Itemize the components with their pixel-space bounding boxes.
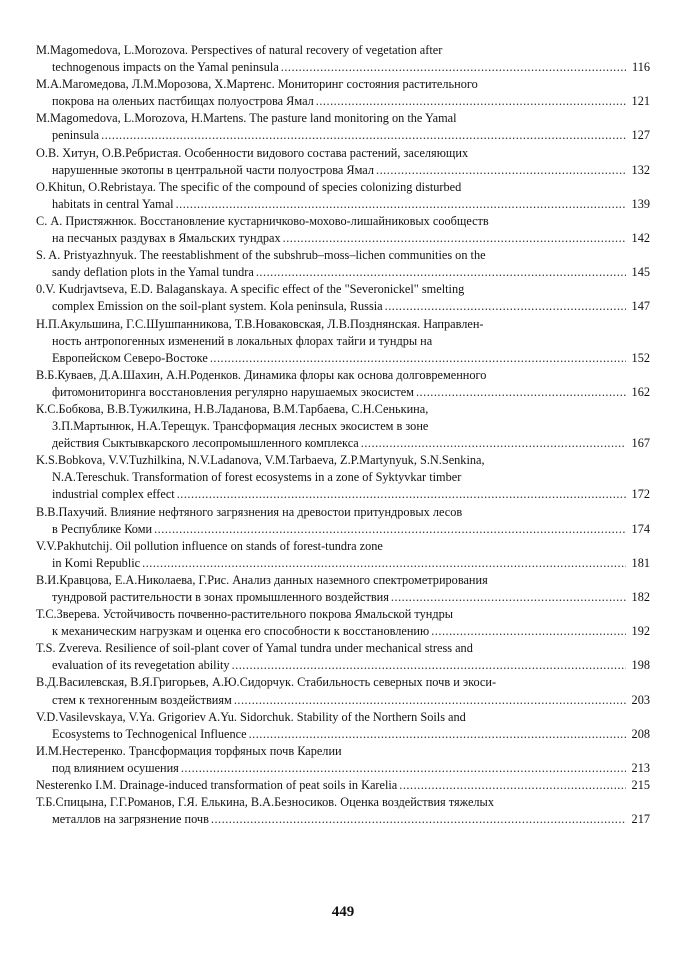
toc-entry-line: M.Magomedova, L.Morozova. Perspectives of natural recovery of vegetation after	[36, 43, 443, 57]
leader-dots	[234, 692, 626, 709]
toc-entry	[36, 452, 650, 503]
toc-entry-line: Н.П.Акульшина, Г.С.Шушпанникова, Т.В.Новаковская, Л.В.Позднянская. Направлен-	[36, 316, 484, 331]
toc-entry-page: 152	[631, 350, 650, 365]
toc-entry-last-line	[36, 59, 650, 76]
leader-dots	[283, 230, 626, 247]
toc-entry-last-line	[36, 435, 650, 452]
toc-entry-text: фитомониторинга восстановления регулярно нарушаемых экосистем	[52, 384, 414, 399]
toc-entry-last-line	[36, 777, 650, 794]
toc-entry-last-line	[36, 623, 650, 640]
leader-dots	[399, 777, 626, 794]
toc-entry-last-line	[36, 486, 650, 503]
toc-entry-last-line	[36, 384, 650, 401]
toc-entry-text: в Республике Коми	[52, 521, 153, 536]
toc-entry-last-line	[36, 93, 650, 110]
toc-entry-line: 0.V. Kudrjavtseva, E.D. Balaganskaya. A specific effect of the "Severonickel" smelting	[36, 282, 465, 297]
toc-entry	[36, 316, 650, 367]
toc-entry-last-line	[36, 264, 650, 281]
toc-entry-line: V.D.Vasilevskaya, V.Ya. Grigoriev A.Yu. Sidorchuk. Stability of the Northern Soils and	[36, 709, 466, 724]
toc-entry-line: Т.С.Зверева. Устойчивость почвенно-растительного покрова Ямальской тундры	[36, 607, 454, 622]
toc-entry	[36, 401, 650, 452]
toc-entry	[36, 367, 650, 401]
toc-entry-text: покрова на оленьих пастбищах полуострова Ямал	[52, 94, 314, 109]
toc-entry	[36, 743, 650, 777]
toc-entry	[36, 110, 650, 144]
toc-entry-line: T.S. Zvereva. Resilience of soil-plant cover of Yamal tundra under mechanical stress and	[36, 641, 473, 656]
toc-entry-page: 142	[631, 231, 650, 246]
toc-entry-last-line	[36, 521, 650, 538]
toc-entry-line: ность антропогенных изменений в локальных флорах тайги и тундры на	[52, 333, 433, 348]
toc-entry-line: M.Magomedova, L.Morozova, H.Martens. The pasture land monitoring on the Yamal	[36, 111, 457, 126]
toc-entry-page: 181	[631, 555, 650, 570]
toc-entry	[36, 640, 650, 674]
toc-entry	[36, 794, 650, 828]
toc-entry-page: 116	[632, 60, 650, 75]
toc-entry-line: O.Khitun, O.Rebristaya. The specific of the compound of species colonizing disturbed	[36, 179, 462, 194]
leader-dots	[181, 760, 626, 777]
toc-entry-text: in Komi Republic	[52, 555, 141, 570]
toc-entry-page: 198	[631, 658, 650, 673]
toc-entry-line: V.V.Pakhutchij. Oil pollution influence on stands of forest-tundra zone	[36, 538, 383, 553]
leader-dots	[256, 264, 626, 281]
toc-entry	[36, 709, 650, 743]
toc-entry-last-line	[36, 692, 650, 709]
leader-dots	[249, 726, 626, 743]
toc-entry-line: И.М.Нестеренко. Трансформация торфяных почв Карелии	[36, 743, 342, 758]
toc-entry-text: металлов на загрязнение почв	[52, 812, 209, 827]
toc-entry-line: О.В. Хитун, О.В.Ребристая. Особенности видового состава растений, заселяющих	[36, 145, 469, 160]
toc-entry	[36, 76, 650, 110]
toc-entry-page: 203	[631, 692, 650, 707]
toc-entry-text: sandy deflation plots in the Yamal tundra	[52, 265, 254, 280]
toc-entry-last-line	[36, 230, 650, 247]
toc-entry-line: К.С.Бобкова, В.В.Тужилкина, Н.В.Ладанова, В.М.Тарбаева, С.Н.Сенькина,	[36, 401, 429, 416]
toc-entry-line: З.П.Мартынюк, Н.А.Терещук. Трансформация лесных экосистем в зоне	[52, 419, 429, 434]
page-number: 449	[331, 904, 355, 920]
toc-entry	[36, 606, 650, 640]
toc-entry	[36, 247, 650, 281]
leader-dots	[176, 196, 626, 213]
toc-entry-page: 127	[631, 128, 650, 143]
toc-entry-text: под влиянием осушения	[52, 760, 179, 775]
leader-dots	[376, 162, 626, 179]
toc-entry	[36, 777, 650, 794]
leader-dots	[416, 384, 626, 401]
toc-entry-text: к механическим нагрузкам и оценка его способности к восстановлению	[52, 624, 430, 639]
toc-entry-page: 217	[631, 812, 650, 827]
toc-entry-last-line	[36, 760, 650, 777]
toc-entry-page: 147	[631, 299, 650, 314]
toc-entry	[36, 42, 650, 76]
toc-entry-text: habitats in central Yamal	[52, 196, 174, 211]
toc-entry-last-line	[36, 555, 650, 572]
toc-entry-page: 162	[631, 384, 650, 399]
toc-entry-page: 167	[631, 436, 650, 451]
leader-dots	[154, 521, 626, 538]
toc-entry-page: 121	[631, 94, 650, 109]
leader-dots	[177, 486, 626, 503]
toc-entry-text: на песчаных раздувах в Ямальских тундрах	[52, 231, 281, 246]
toc-entry	[36, 179, 650, 213]
toc-entry	[36, 281, 650, 315]
toc-entry	[36, 213, 650, 247]
toc-entry-page: 145	[631, 265, 650, 280]
toc-entry-line: В.Д.Василевская, В.Я.Григорьев, А.Ю.Сидорчук. Стабильность северных почв и экоси-	[36, 675, 497, 690]
toc-entry-line: S. A. Pristyazhnyuk. The reestablishment of the subshrub–moss–lichen communities on the	[36, 248, 486, 263]
toc-entry-line: В.Б.Куваев, Д.А.Шахин, А.Н.Роденков. Динамика флоры как основа долговременного	[36, 367, 487, 382]
toc-entry-page: 208	[631, 726, 650, 741]
toc-entry-last-line	[36, 350, 650, 367]
toc-entry-text: нарушенные экотопы в центральной части полуострова Ямал	[52, 162, 375, 177]
toc-entry-text: стем к техногенным воздействиям	[52, 692, 232, 707]
toc-entry-text: Ecosystems to Technogenical Influence	[52, 726, 247, 741]
toc-entry	[36, 538, 650, 572]
leader-dots	[391, 589, 626, 606]
leader-dots	[142, 555, 626, 572]
toc-entry-last-line	[36, 657, 650, 674]
toc-entry	[36, 145, 650, 179]
toc-entry-text: peninsula	[52, 128, 100, 143]
toc-entry-text: technogenous impacts on the Yamal peninsula	[52, 60, 279, 75]
toc-entry-text: Nesterenko I.M. Drainage-induced transformation of peat soils in Karelia	[36, 778, 398, 793]
toc-entry-page: 139	[631, 196, 650, 211]
toc-entry-line: Т.Б.Спицына, Г.Г.Романов, Г.Я. Елькина, В.А.Безносиков. Оценка воздействия тяжелых	[36, 795, 494, 810]
toc-entry	[36, 572, 650, 606]
toc-entry-last-line	[36, 811, 650, 828]
toc-entry-text: Европейском Северо-Востоке	[52, 350, 208, 365]
toc-entry-page: 192	[631, 624, 650, 639]
toc-entry-text: industrial complex effect	[52, 487, 175, 502]
toc-entry-last-line	[36, 196, 650, 213]
leader-dots	[101, 127, 626, 144]
toc-entry-page: 182	[631, 590, 650, 604]
toc-entry-line: С. А. Пристяжнюк. Восстановление кустарничково-мохово-лишайниковых сообществ	[36, 213, 489, 228]
leader-dots	[281, 59, 626, 76]
toc-entry-text: evaluation of its revegetation ability	[52, 658, 230, 673]
leader-dots	[385, 298, 626, 315]
leader-dots	[232, 657, 626, 674]
toc-entry-last-line	[36, 298, 650, 315]
leader-dots	[431, 623, 626, 640]
table-of-contents	[36, 42, 650, 828]
toc-entry-text: действия Сыктывкарского лесопромышленного комплекса	[52, 436, 359, 451]
toc-entry	[36, 674, 650, 708]
toc-entry-last-line	[36, 726, 650, 743]
toc-entry-page: 174	[631, 521, 650, 536]
leader-dots	[210, 350, 626, 367]
leader-dots	[361, 435, 626, 452]
leader-dots	[316, 93, 626, 110]
toc-entry-line: K.S.Bobkova, V.V.Tuzhilkina, N.V.Ladanova, V.M.Tarbaeva, Z.P.Martynyuk, S.N.Senkina,	[36, 453, 485, 468]
toc-entry-last-line	[36, 162, 650, 179]
toc-entry-line: В.В.Пахучий. Влияние нефтяного загрязнения на древостои притундровых лесов	[36, 504, 463, 519]
toc-entry	[36, 504, 650, 538]
toc-entry-text: complex Emission on the soil-plant system. Kola peninsula, Russia	[52, 299, 383, 314]
toc-entry-page: 213	[631, 760, 650, 775]
toc-entry-line: В.И.Кравцова, Е.А.Николаева, Г.Рис. Анализ данных наземного спектрометрирования	[36, 572, 488, 587]
toc-entry-text: тундровой растительности в зонах промышленного воздействия	[52, 590, 389, 604]
leader-dots	[211, 811, 626, 828]
toc-entry-line: N.A.Tereschuk. Transformation of forest ecosystems in a zone of Syktyvkar timber	[52, 470, 462, 485]
toc-entry-last-line	[36, 589, 650, 606]
toc-entry-line: М.А.Магомедова, Л.М.Морозова, Х.Мартенс. Мониторинг состояния растительного	[36, 77, 478, 92]
toc-entry-page: 172	[631, 487, 650, 502]
toc-entry-page: 132	[631, 162, 650, 177]
toc-entry-page: 215	[631, 778, 650, 793]
toc-entry-last-line	[36, 127, 650, 144]
